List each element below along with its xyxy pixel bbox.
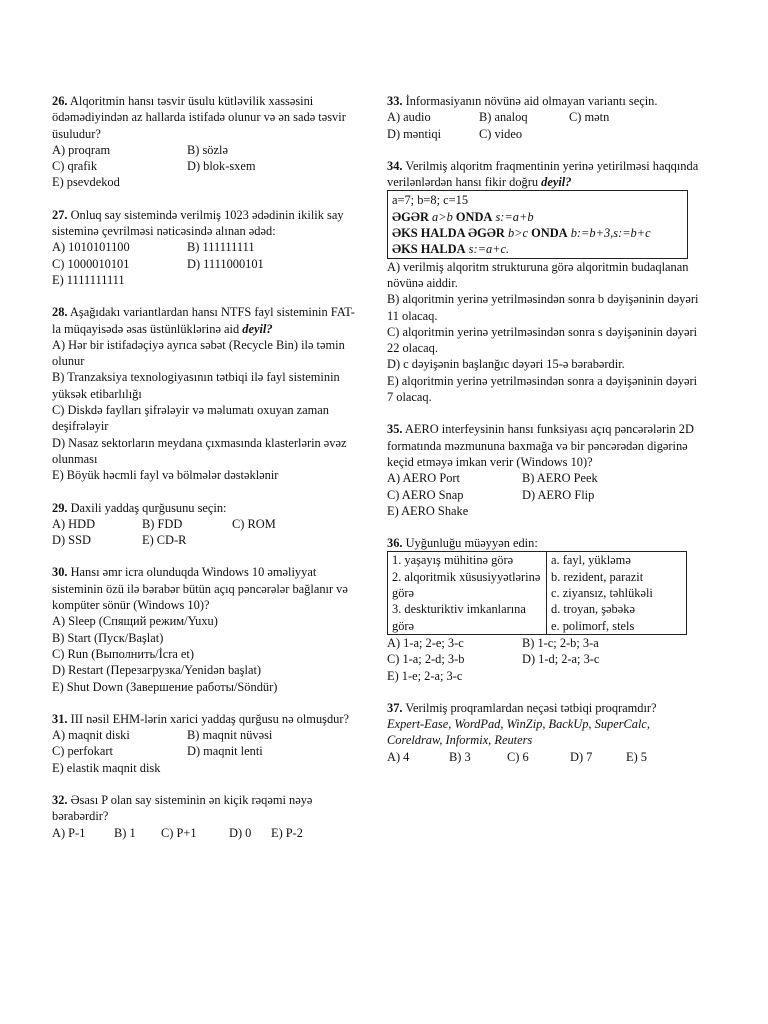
option-c: C) Run (Выполнить/İcra et) <box>52 646 194 661</box>
program-list: Expert-Ease, WordPad, WinZip, BackUp, SuperCalc, Coreldraw, Informix, Reuters <box>387 717 651 748</box>
question-text: Verilmiş proqramlardan neçəsi tətbiqi proqramdır? <box>405 700 657 715</box>
option-c: C) 6 <box>507 749 529 764</box>
question-number: 29. <box>52 500 68 515</box>
option-b: B) 3 <box>449 749 471 764</box>
question-stem <box>52 711 362 727</box>
question-number: 33. <box>387 94 403 108</box>
question-stem <box>52 304 362 337</box>
question-number: 36. <box>387 536 403 551</box>
option-a: A) Sleep (Спящий режим/Yuxu) <box>52 614 218 629</box>
question-text: Verilmiş alqoritm fraqmentinin yerinə yetirilməsi haqqında verilənlərdən hansı fikir doğru <box>387 158 699 190</box>
question-stem <box>52 500 362 516</box>
option-d: D) 0 <box>229 825 252 840</box>
option-d: D) SSD <box>52 533 91 548</box>
option-d: D) maqnit lenti <box>187 744 263 759</box>
option-a: A) AERO Port <box>387 471 460 486</box>
question-33 <box>387 93 699 142</box>
option-d: D) Restart (Перезагрузка/Yenidən başlat) <box>52 663 262 678</box>
matching-right-cell: a. fayl, yükləmə b. rezident, parazit c. ziyansız, təhlükəli d. troyan, şəbəkə e. polimorf, stels <box>547 552 687 634</box>
question-text: Daxili yaddaş qurğusunu seçin: <box>70 500 227 515</box>
question-stem <box>52 93 362 142</box>
option-b: B) 1-c; 2-b; 3-a <box>522 635 599 650</box>
option-b: B) FDD <box>142 516 183 531</box>
question-27 <box>52 207 362 288</box>
option-d: D) məntiqi <box>387 126 442 141</box>
right-column <box>387 93 699 781</box>
question-36 <box>387 535 699 684</box>
question-stem <box>387 421 699 470</box>
option-e: E) 5 <box>626 749 647 764</box>
option-e: E) 1111111111 <box>52 272 125 287</box>
option-d: D) c dəyişənin başlanğıc dəyəri 15-ə bərabərdir. <box>387 357 625 372</box>
question-text: Əsası P olan say sisteminin ən kiçik rəqəmi nəyə bərabərdir? <box>52 792 313 824</box>
option-b: B) Tranzaksiya texnologiyasının tətbiqi ilə fayl sisteminin yüksək etibarlılığı <box>52 370 340 401</box>
option-b: B) alqoritmin yerinə yetrilməsindən sonra b dəyişəninin dəyəri 11 olacaq. <box>387 292 699 323</box>
option-c: C) alqoritmin yerinə yetrilməsindən sonra s dəyişəninin dəyəri 22 olacaq. <box>387 324 698 356</box>
matching-table <box>387 551 687 634</box>
question-text: Alqoritmin hansı təsvir üsulu kütləvilik xassəsini ödəmədiyindən az hallarda istifadə olunur və ən sadə təsvir üsuludur? <box>52 94 346 141</box>
code-line-2: ƏGƏR a>b ONDA s:=a+b <box>392 209 534 224</box>
option-e: E) alqoritmin yerinə yetrilməsindən sonra a dəyişəninin dəyəri 7 olacaq. <box>387 373 698 405</box>
option-b: B) Start (Пуск/Başlat) <box>52 630 164 645</box>
option-a: A) verilmiş alqoritm strukturuna görə alqoritmin budaqlanan növünə aiddir. <box>387 259 689 290</box>
option-a: A) 1010101100 <box>52 240 130 255</box>
question-30 <box>52 564 362 694</box>
option-d: D) AERO Flip <box>522 487 595 502</box>
option-c: C) AERO Snap <box>387 487 464 502</box>
option-a: A) 1-a; 2-e; 3-c <box>387 635 464 650</box>
question-text: Onluq say sistemində verilmiş 1023 ədədinin ikilik say sisteminə çevrilməsi nəticəsində alınan ədəd: <box>52 207 344 239</box>
option-a: A) Hər bir istifadəçiyə ayrıca səbət (Recycle Bin) ilə təmin olunur <box>52 337 345 369</box>
question-stem <box>387 93 699 109</box>
option-a: A) maqnit diski <box>52 728 130 743</box>
option-c: C) 1000010101 <box>52 256 130 271</box>
question-text: AERO interfeysinin hansı funksiyası açıq pəncərələrin 2D formatında məzmununa baxmağa və bir pəncərədən digərinə keçid etməyə imkan verir (Windows 10)? <box>387 422 694 469</box>
option-b: B) sözlə <box>187 142 228 157</box>
option-c: C) Diskdə faylları şifrələyir və məlumatı oxuyan zaman deşifrələyir <box>52 403 329 434</box>
option-e: E) AERO Shake <box>387 503 469 518</box>
question-number: 37. <box>387 700 403 715</box>
option-a: A) audio <box>387 110 431 125</box>
option-b: B) 1 <box>114 825 136 840</box>
question-37 <box>387 700 699 765</box>
option-e: E) Shut Down (Завершение работы/Söndür) <box>52 679 278 694</box>
option-a: A) HDD <box>52 516 96 531</box>
option-b: B) 111111111 <box>187 240 255 255</box>
question-number: 26. <box>52 94 68 108</box>
option-e: E) P-2 <box>271 825 304 840</box>
question-number: 34. <box>387 158 403 173</box>
question-number: 32. <box>52 792 68 807</box>
option-e: E) CD-R <box>142 533 187 548</box>
option-a: A) proqram <box>52 142 111 157</box>
option-d: D) 1-d; 2-a; 3-c <box>522 652 600 667</box>
code-line-4: ƏKS HALDA s:=a+c. <box>392 242 510 257</box>
question-32 <box>52 792 362 841</box>
option-b: B) analoq <box>479 110 528 125</box>
question-number: 35. <box>387 422 403 437</box>
code-line-1: a=7; b=8; c=15 <box>392 193 469 208</box>
option-e: E) 1-e; 2-a; 3-c <box>387 668 463 683</box>
code-box <box>387 190 688 258</box>
question-29 <box>52 500 362 549</box>
question-35 <box>387 421 699 519</box>
option-a: A) P-1 <box>52 825 86 840</box>
question-text: Aşağıdakı variantlardan hansı NTFS fayl sisteminin FAT-la müqayisədə əsas üstünlüklərinə aid <box>52 305 355 336</box>
option-c: C) 1-a; 2-d; 3-b <box>387 652 465 667</box>
option-d: D) 7 <box>570 749 593 764</box>
option-e: E) psevdekod <box>52 175 120 190</box>
code-line-3: ƏKS HALDA ƏGƏR b>c ONDA b:=b+3,s:=b+c <box>392 226 651 241</box>
option-c: C) mətn <box>569 110 610 125</box>
option-a: A) 4 <box>387 749 410 764</box>
option-b: B) AERO Peek <box>522 471 598 486</box>
left-column <box>52 93 362 857</box>
question-emphasis: deyil? <box>242 321 273 336</box>
question-stem <box>52 207 362 240</box>
option-d: D) blok-sxem <box>187 159 256 174</box>
option-e: C) video <box>479 126 523 141</box>
question-number: 30. <box>52 565 68 580</box>
question-text: İnformasiyanın növünə aid olmayan variantı seçin. <box>405 94 658 108</box>
question-stem <box>52 564 362 613</box>
question-34 <box>387 158 699 405</box>
question-number: 27. <box>52 207 68 222</box>
question-text: Hansı əmr icra olunduqda Windows 10 əməliyyat sisteminin özü ilə bərabər bütün açıq pəncərələr bağlanır və kompüter sönür (Windows 10)? <box>52 565 348 613</box>
question-text: III nəsil EHM-lərin xarici yaddaş qurğusu nə olmuşdur? <box>70 711 349 726</box>
option-c: C) qrafik <box>52 159 98 174</box>
question-stem <box>387 700 699 716</box>
option-c: C) perfokart <box>52 744 113 759</box>
question-28 <box>52 304 362 483</box>
option-e: E) elastik maqnit disk <box>52 760 161 775</box>
question-emphasis: deyil? <box>541 175 572 190</box>
question-stem <box>52 792 362 825</box>
matching-left-cell: 1. yaşayış mühitinə görə 2. alqoritmik xüsusiyyətlərinə görə 3. deskturiktiv imkanlarına görə <box>388 552 547 634</box>
question-number: 31. <box>52 711 68 726</box>
question-text: Uyğunluğu müəyyən edin: <box>405 536 538 551</box>
question-31 <box>52 711 362 776</box>
option-c: C) ROM <box>232 516 276 531</box>
question-number: 28. <box>52 305 68 320</box>
option-e: E) Böyük həcmli fayl və bölmələr dəstəklənir <box>52 468 279 483</box>
option-d: D) 1111000101 <box>187 256 264 271</box>
question-stem <box>387 158 699 191</box>
question-26 <box>52 93 362 191</box>
option-c: C) P+1 <box>161 825 197 840</box>
option-d: D) Nasaz sektorların meydana çıxmasında klasterlərin əvəz olunması <box>52 435 347 466</box>
question-stem <box>387 535 699 551</box>
option-b: B) maqnit nüvəsi <box>187 728 273 743</box>
